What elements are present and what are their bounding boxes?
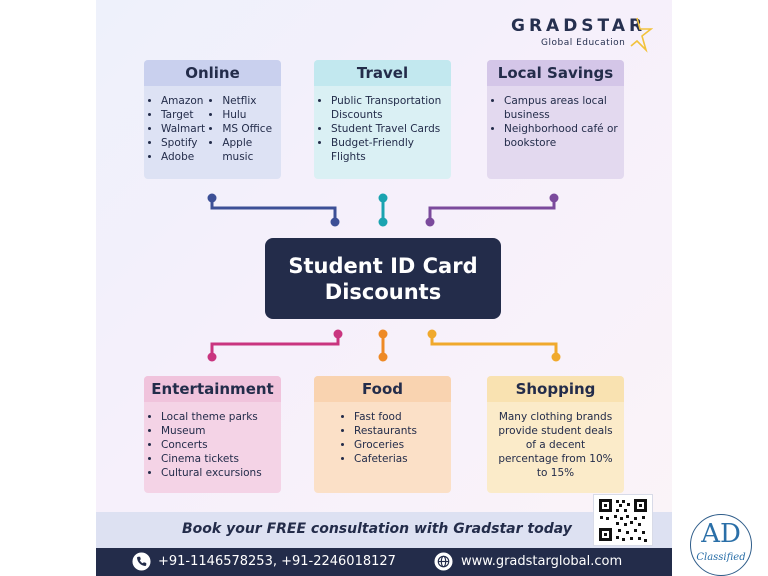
dot-local-top bbox=[550, 194, 559, 203]
dot-food-bottom bbox=[379, 353, 388, 362]
ad-stamp-main: AD bbox=[701, 519, 741, 549]
online-list-col1 bbox=[161, 94, 210, 164]
card-online bbox=[144, 60, 281, 179]
list-item: • Public Transportation Discounts bbox=[331, 94, 445, 122]
connector-online bbox=[212, 198, 335, 222]
footer-website-link[interactable]: www.gradstarglobal.com bbox=[461, 554, 623, 569]
card-title-travel: Travel bbox=[314, 60, 451, 86]
globe-icon bbox=[434, 552, 453, 571]
center-title-line1: Student ID Card bbox=[288, 253, 478, 278]
list-item: • Restaurants bbox=[354, 424, 445, 438]
ad-stamp-sub: Classified bbox=[696, 552, 746, 563]
online-columns bbox=[144, 86, 281, 170]
local-savings-list bbox=[487, 86, 624, 156]
dot-ent-bottom bbox=[208, 353, 217, 362]
connector-shopping bbox=[432, 334, 556, 357]
shopping-text: Many clothing brands provide student deals of a decent percentage from 10% to 15% bbox=[498, 411, 613, 479]
list-item: • Campus areas local business bbox=[504, 94, 618, 122]
center-title-line2: Discounts bbox=[324, 279, 442, 304]
dot-travel-top bbox=[379, 194, 388, 203]
logo-brand-name: GRADSTAR bbox=[511, 16, 647, 36]
dot-local-bottom bbox=[426, 218, 435, 227]
center-title-box bbox=[265, 238, 501, 319]
list-item: • Cultural excursions bbox=[161, 466, 275, 480]
entertainment-list bbox=[144, 402, 281, 486]
card-title-shopping: Shopping bbox=[487, 376, 624, 402]
list-item: • Adobe bbox=[161, 150, 210, 164]
list-item: • Spotify bbox=[161, 136, 210, 150]
dot-online-bottom bbox=[331, 218, 340, 227]
card-title-food: Food bbox=[314, 376, 451, 402]
card-travel bbox=[314, 60, 451, 179]
dot-travel-bottom bbox=[379, 218, 388, 227]
list-item: • Local theme parks bbox=[161, 410, 275, 424]
card-title-local-savings: Local Savings bbox=[487, 60, 624, 86]
travel-list bbox=[314, 86, 451, 170]
logo-tagline: Global Education bbox=[541, 38, 626, 48]
list-item: • Netflix bbox=[222, 94, 277, 108]
dot-food-top bbox=[379, 330, 388, 339]
qr-code-graphic bbox=[594, 495, 652, 545]
list-item: • Neighborhood café or bookstore bbox=[504, 122, 618, 150]
list-item: • Fast food bbox=[354, 410, 445, 424]
connector-local bbox=[430, 198, 554, 222]
list-item: • Student Travel Cards bbox=[331, 122, 445, 136]
list-item: • Budget-Friendly Flights bbox=[331, 136, 445, 164]
card-local-savings bbox=[487, 60, 624, 179]
list-item: • Target bbox=[161, 108, 210, 122]
food-list bbox=[314, 402, 451, 472]
cta-text: Book your FREE consultation with Gradstar today bbox=[182, 521, 572, 537]
dot-shop-bottom bbox=[552, 353, 561, 362]
list-item: • Groceries bbox=[354, 438, 445, 452]
dot-ent-top bbox=[334, 330, 343, 339]
card-entertainment bbox=[144, 376, 281, 493]
list-item: • Cinema tickets bbox=[161, 452, 275, 466]
connector-entertainment bbox=[212, 334, 338, 357]
dot-shop-top bbox=[428, 330, 437, 339]
infographic-poster bbox=[96, 0, 672, 576]
card-title-entertainment: Entertainment bbox=[144, 376, 281, 402]
phone-icon bbox=[132, 552, 151, 571]
list-item: • Hulu bbox=[222, 108, 277, 122]
list-item: • Amazon bbox=[161, 94, 210, 108]
online-list-col2 bbox=[210, 94, 277, 164]
card-food bbox=[314, 376, 451, 493]
ad-classified-stamp bbox=[690, 514, 752, 576]
list-item: • Walmart bbox=[161, 122, 210, 136]
list-item: • Apple music bbox=[222, 136, 277, 164]
card-shopping bbox=[487, 376, 624, 493]
footer-bar bbox=[96, 548, 672, 576]
footer-phone[interactable]: +91-1146578253, +91-2246018127 bbox=[158, 554, 396, 569]
dot-online-top bbox=[208, 194, 217, 203]
list-item: • Concerts bbox=[161, 438, 275, 452]
list-item: • Cafeterias bbox=[354, 452, 445, 466]
card-title-online: Online bbox=[144, 60, 281, 86]
qr-code-icon[interactable] bbox=[593, 494, 653, 546]
list-item: • Museum bbox=[161, 424, 275, 438]
list-item: • MS Office bbox=[222, 122, 277, 136]
cta-bar bbox=[96, 512, 672, 548]
